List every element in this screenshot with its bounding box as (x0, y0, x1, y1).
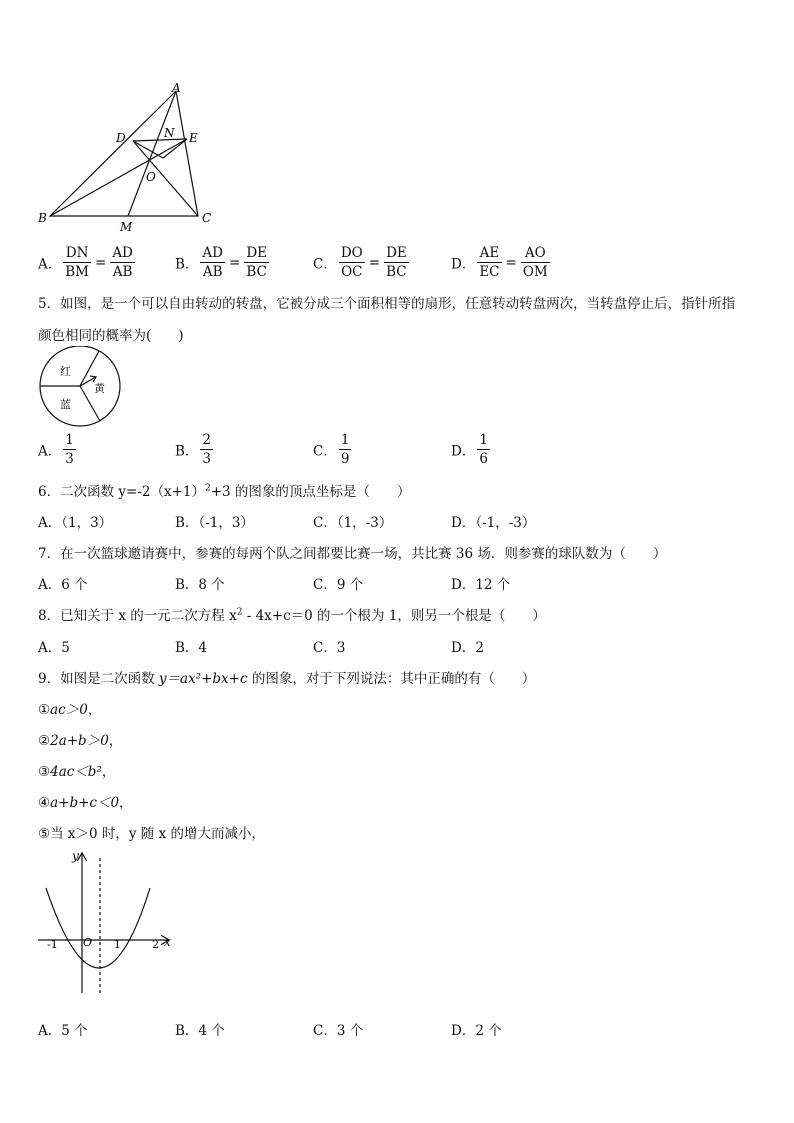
parabola-graph (36, 848, 176, 998)
fraction (384, 244, 409, 281)
numerator: DN (63, 244, 91, 263)
q6-option-a: A．（1，3） (38, 515, 113, 531)
q9-stem-a: 9．如图是二次函数 (38, 671, 159, 687)
denominator: OC (341, 264, 363, 280)
denominator: 3 (65, 451, 74, 467)
q6-option-b: B．（-1，3） (175, 515, 254, 531)
numerator: 1 (340, 432, 350, 448)
option-letter: B． (175, 443, 199, 460)
q9-option-d: D．2 个 (451, 1023, 502, 1039)
numerator: DE (386, 245, 407, 261)
statement-tail: ， (87, 702, 102, 718)
q5-option-a (38, 431, 78, 468)
q7-stem: 7．在一次篮球邀请赛中，参赛的每两个队之间都要比赛一场，共比赛 36 场．则参赛的球队数为（ ） (38, 546, 667, 562)
option-letter: C． (313, 443, 337, 460)
option-letter: B． (175, 256, 199, 273)
fraction (110, 244, 135, 281)
graph-y-label: y (72, 849, 79, 863)
numerator: AD (202, 245, 223, 261)
fraction (63, 244, 91, 281)
q8-stem (38, 604, 546, 624)
q9-statement (38, 760, 115, 780)
numerator: DO (340, 245, 363, 261)
label-M: M (120, 220, 133, 234)
spinner-red: 红 (60, 365, 71, 378)
q8-option-c: C．3 (313, 640, 346, 656)
statement-number: ④ (38, 795, 51, 811)
q7-option-d: D．12 个 (451, 577, 511, 593)
numerator: AO (521, 244, 550, 263)
q5-option-c (313, 431, 353, 468)
fraction (244, 244, 269, 281)
statement-tail: ， (119, 795, 133, 811)
q7-option-c: C．9 个 (313, 577, 364, 593)
graph-x-label: x (164, 935, 171, 949)
denominator: AB (112, 264, 133, 280)
q8-stem-a: 8．已知关于 x 的一元二次方程 x (38, 608, 237, 624)
denominator: EC (479, 264, 500, 280)
q4-option-a (38, 244, 137, 281)
q9-stem-b: 的图象，对于下列说法：其中正确的有（ ） (247, 671, 536, 687)
numerator: DE (246, 245, 267, 261)
graph-origin: O (83, 936, 93, 949)
q9-option-a: A．5 个 (38, 1023, 88, 1039)
q6-stem-sup: 2 (204, 483, 211, 494)
statement-number: ③ (38, 764, 51, 780)
statement-math: 4ac＜b² (50, 764, 102, 780)
q9-statement (38, 791, 133, 811)
numerator: 2 (202, 432, 212, 448)
statement-tail: ， (108, 733, 123, 749)
fraction (477, 244, 501, 281)
fraction (477, 431, 490, 468)
q5-stem-line1: 5．如图，是一个可以自由转动的转盘，它被分成三个面积相等的扇形，任意转动转盘两次，当转盘停止后，指针所指 (38, 296, 736, 312)
denominator: AB (202, 264, 223, 280)
label-E: E (189, 131, 198, 145)
numerator: AE (477, 244, 501, 263)
fraction (200, 431, 213, 468)
statement-number: ① (38, 702, 51, 718)
q8-option-b: B．4 (175, 640, 208, 656)
q4-option-b (175, 244, 271, 281)
label-B: B (38, 211, 47, 225)
statement-tail: 当 x＞0 时，y 随 x 的增大而减小， (50, 826, 266, 842)
q9-stem (38, 667, 535, 687)
q7-option-a: A．6 个 (38, 577, 88, 593)
label-A: A (172, 81, 181, 95)
label-C: C (202, 211, 212, 225)
q6-option-c: C．（1，-3） (313, 515, 393, 531)
graph-one: 1 (114, 938, 121, 951)
denominator: OM (522, 264, 548, 280)
q9-stem-math: y＝ax²+bx+c (158, 671, 248, 687)
q8-stem-sup: 2 (236, 607, 243, 618)
fraction (200, 244, 225, 281)
q6-stem-b: +3 的图象的顶点坐标是（ ） (210, 484, 411, 500)
equals-sign: = (368, 254, 381, 271)
statement-math: ac＞0 (50, 702, 88, 718)
q5-option-d (451, 431, 492, 468)
numerator: AD (112, 245, 133, 261)
q9-option-b: B．4 个 (175, 1023, 225, 1039)
q6-option-d: D．（-1，-3） (451, 515, 536, 531)
denominator: 9 (340, 451, 350, 467)
q6-stem (38, 480, 410, 500)
statement-math: a+b+c＜0 (50, 795, 120, 811)
denominator: BM (65, 264, 89, 280)
q9-statement (38, 822, 265, 842)
graph-neg1: -1 (47, 938, 58, 951)
option-letter: A． (38, 443, 62, 460)
statement-tail: ， (101, 764, 116, 780)
spinner-blue: 蓝 (60, 398, 71, 411)
q4-option-c (313, 244, 411, 281)
label-D: D (116, 131, 126, 145)
option-letter: A． (38, 256, 62, 273)
denominator: BC (386, 264, 407, 280)
equals-sign: = (229, 254, 241, 271)
fraction (339, 431, 352, 468)
fraction (63, 431, 76, 468)
q5-option-b (175, 431, 215, 468)
q9-option-c: C．3 个 (313, 1023, 364, 1039)
denominator: BC (246, 264, 267, 280)
denominator: 3 (202, 451, 212, 467)
spinner-figure (36, 346, 126, 428)
option-letter: D． (451, 256, 476, 273)
fraction (521, 244, 550, 281)
q8-stem-b: - 4x+c＝0 的一个根为 1，则另一个根是（ ） (242, 608, 546, 624)
q9-statement (38, 698, 101, 718)
q8-option-a: A．5 (38, 640, 70, 656)
statement-math: 2a+b＞0 (50, 733, 109, 749)
denominator: 6 (479, 451, 488, 467)
q7-option-b: B．8 个 (175, 577, 225, 593)
option-letter: C． (313, 256, 337, 273)
label-O: O (146, 170, 156, 184)
statement-number: ② (38, 733, 51, 749)
q8-option-d: D．2 (451, 640, 484, 656)
numerator: 1 (479, 432, 488, 448)
graph-two: 2 (152, 938, 159, 951)
q5-stem-line2: 颜色相同的概率为( ) (38, 328, 184, 344)
spinner-yellow: 黄 (94, 382, 105, 395)
option-letter: D． (451, 443, 476, 460)
fraction (339, 244, 365, 281)
q9-statement (38, 729, 122, 749)
equals-sign: = (505, 254, 517, 271)
triangle-figure (30, 80, 230, 240)
numerator: 1 (65, 432, 74, 448)
statement-number: ⑤ (38, 826, 51, 842)
equals-sign: = (95, 254, 107, 271)
label-N: N (164, 126, 175, 140)
q6-stem-a: 6．二次函数 y=-2（x+1） (38, 484, 205, 500)
q4-option-d (451, 244, 552, 281)
